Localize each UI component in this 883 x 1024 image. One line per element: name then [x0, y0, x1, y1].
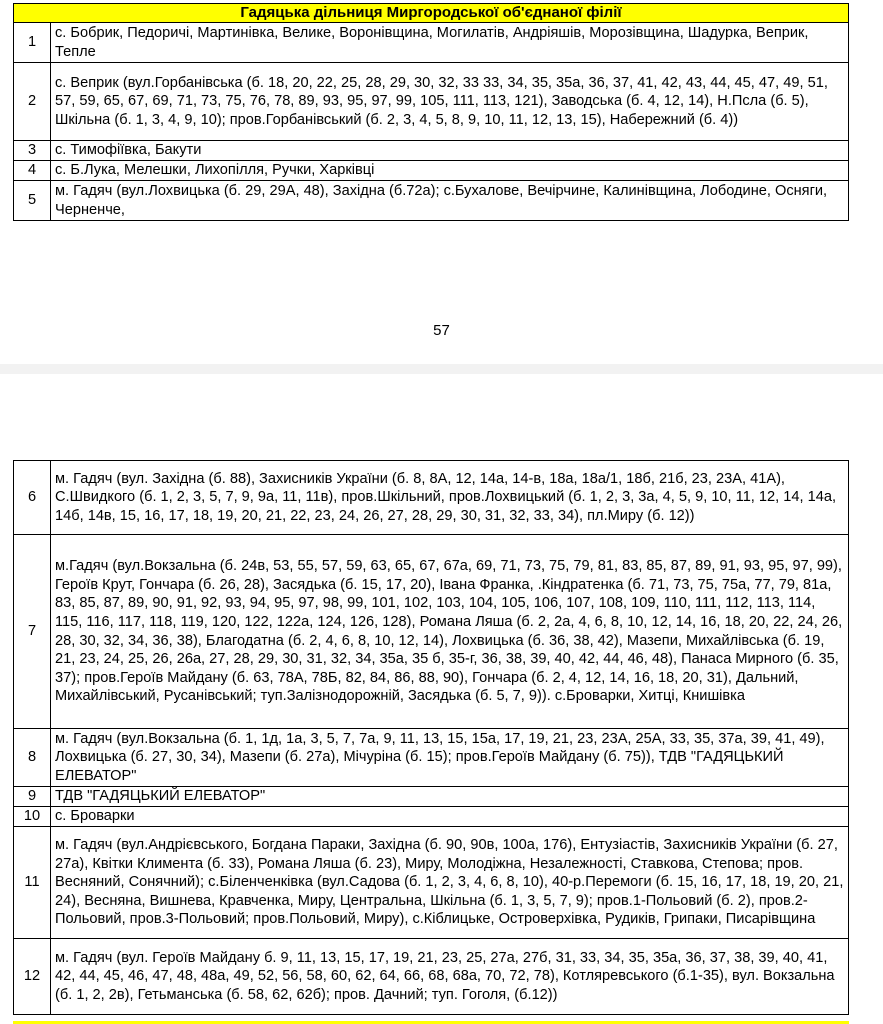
- row-number: 4: [14, 161, 51, 181]
- table-row: [14, 461, 849, 535]
- row-number: 7: [14, 535, 51, 729]
- table-section-2: [13, 460, 849, 1015]
- row-number: 11: [14, 827, 51, 939]
- table-section-1: [13, 3, 849, 221]
- row-text: м. Гадяч (вул.Андрієвського, Богдана Параки, Західна (б. 90, 90в, 100а, 176), Ентузіастів, Захисників України (б. 27, 27а), Квітки Климента (б. 33), Романа Ляша (б. 23), Миру, Молодіжна, Незалежності, Ставкова, Степова; пров. Весняний, Сонячний); с.Біленченківка (вул.Садова (б. 1, 2, 3, 4, 6, 8, 10), 40-р.Перемоги (б. 15, 16, 17, 18, 19, 20, 21, 24), Весняна, Вишнева, Кравченка, Миру, Центральна, Шкільна (б. 1, 3, 5, 7, 9); пров.1-Польовий (б. 2), пров.2-Польовий, пров.3-Польовий; пров.Польовий, Миру), с.Кіблицьке, Островерхівка, Рудиків, Грипаки, Писарівщина: [51, 827, 849, 939]
- row-number: 5: [14, 181, 51, 221]
- row-number: 6: [14, 461, 51, 535]
- row-text: с. Броварки: [51, 807, 849, 827]
- row-text: м. Гадяч (вул.Лохвицька (б. 29, 29А, 48), Західна (б.72а); с.Бухалове, Вечірчине, Калинівщина, Лободине, Осняги, Черненче,: [51, 181, 849, 221]
- table-row: [14, 161, 849, 181]
- row-text: с. Бобрик, Педоричі, Мартинівка, Велике, Воронівщина, Могилатів, Андріяшів, Морозівщина, Шадурка, Веприк, Тепле: [51, 23, 849, 63]
- row-text: м. Гадяч (вул.Вокзальна (б. 1, 1д, 1а, 3, 5, 7, 7а, 9, 11, 13, 15, 15а, 17, 19, 21, 23, 23А, 25А, 33, 35, 37а, 39, 41, 49), Лохвицька (б. 27, 30, 34), Мазепи (б. 27а), Мічуріна (б. 15); пров.Героїв Майдану (б. 75)), ТДВ "ГАДЯЦЬКИЙ ЕЛЕВАТОР": [51, 729, 849, 787]
- row-number: 12: [14, 939, 51, 1015]
- table-row: [14, 535, 849, 729]
- table-row: [14, 23, 849, 63]
- row-text: с. Тимофіївка, Бакути: [51, 141, 849, 161]
- page-divider: [0, 364, 883, 374]
- row-text: м. Гадяч (вул. Героїв Майдану б. 9, 11, 13, 15, 17, 19, 21, 23, 25, 27а, 27б, 31, 33, 34, 35, 35а, 36, 37, 38, 39, 40, 41, 42, 44, 45, 46, 47, 48, 48а, 49, 52, 56, 58, 60, 62, 64, 66, 68, 68а, 70, 72, 78), Котляревського (б.1-35), вул. Вокзальна (б. 1, 2, 2в), Гетьманська (б. 58, 62, 62б); пров. Дачний; туп. Гоголя, (б.12)): [51, 939, 849, 1015]
- table-row: [14, 807, 849, 827]
- table-row: [14, 141, 849, 161]
- table-row: [14, 181, 849, 221]
- row-number: 10: [14, 807, 51, 827]
- table-header-row: [14, 4, 849, 23]
- row-number: 8: [14, 729, 51, 787]
- table-row: [14, 729, 849, 787]
- row-number: 9: [14, 787, 51, 807]
- page-number: 57: [433, 322, 450, 339]
- table-row: [14, 787, 849, 807]
- row-number: 2: [14, 63, 51, 141]
- table-row: [14, 939, 849, 1015]
- row-text: ТДВ "ГАДЯЦЬКИЙ ЕЛЕВАТОР": [51, 787, 849, 807]
- table-row: [14, 827, 849, 939]
- table-row: [14, 63, 849, 141]
- row-text: м.Гадяч (вул.Вокзальна (б. 24в, 53, 55, 57, 59, 63, 65, 67, 67а, 69, 71, 73, 75, 79, 81, 83, 85, 87, 89, 91, 93, 95, 97, 99), Героїв Крут, Гончара (б. 26, 28), Засядька (б. 15, 17, 20), Івана Франка, .Кіндратенка (б. 71, 73, 75, 75а, 77, 79, 81а, 83, 85, 87, 89, 90, 91, 92, 93, 94, 95, 97, 98, 99, 101, 102, 103, 104, 105, 106, 107, 108, 109, 110, 111, 112, 113, 114, 115, 116, 117, 118, 119, 120, 122, 122а, 124, 126, 128), Романа Ляша (б. 2, 2а, 4, 6, 8, 10, 12, 14, 16, 18, 20, 22, 24, 26, 28, 30, 32, 34, 36, 38), Благодатна (б. 2, 4, 6, 8, 10, 12, 14), Лохвицька (б. 36, 38, 42), Мазепи, Михайлівська (б. 19, 21, 23, 24, 25, 26, 26а, 27, 28, 29, 30, 31, 32, 34, 35а, 35 б, 35-г, 36, 38, 39, 40, 42, 44, 46, 48), Панаса Мирного (б. 35, 37); пров.Героїв Майдану (б. 63, 78А, 78Б, 82, 84, 86, 88, 90), Гончара (б. 2, 4, 12, 14, 16, 18, 20, 31), Дальний, Михайлівський, Русанівський; туп.Залізнодорожній, Засядька (б. 5, 7, 9)). с.Броварки, Хитці, Книшівка: [51, 535, 849, 729]
- row-text: с. Веприк (вул.Горбанівська (б. 18, 20, 22, 25, 28, 29, 30, 32, 33 33, 34, 35, 35а, 36, 37, 41, 42, 43, 44, 45, 47, 49, 51, 57, 59, 65, 67, 69, 71, 73, 75, 76, 78, 89, 93, 95, 97, 99, 105, 111, 113, 121), Заводська (б. 4, 12, 14), Н.Псла (б. 5), Шкільна (б. 1, 3, 4, 9, 10); пров.Горбанівський (б. 2, 3, 4, 5, 8, 9, 10, 11, 12, 13, 15), Набережний (б. 4)): [51, 63, 849, 141]
- section-title: Гадяцька дільниця Миргородської об'єднаної філії: [14, 4, 849, 23]
- row-number: 1: [14, 23, 51, 63]
- row-text: с. Б.Лука, Мелешки, Лихопілля, Ручки, Харківці: [51, 161, 849, 181]
- row-text: м. Гадяч (вул. Західна (б. 88), Захисників України (б. 8, 8А, 12, 14а, 14-в, 18а, 18а/1, 18б, 21б, 23, 23А, 41А), С.Швидкого (б. 1, 2, 3, 5, 7, 9, 9а, 11, 11в), пров.Шкільний, пров.Лохвицький (б. 1, 2, 3, 3а, 4, 5, 9, 10, 11, 12, 14, 14а, 14б, 14в, 15, 16, 17, 18, 19, 20, 21, 22, 23, 24, 26, 27, 28, 29, 30, 31, 32, 33, 34), пл.Миру (б. 12)): [51, 461, 849, 535]
- row-number: 3: [14, 141, 51, 161]
